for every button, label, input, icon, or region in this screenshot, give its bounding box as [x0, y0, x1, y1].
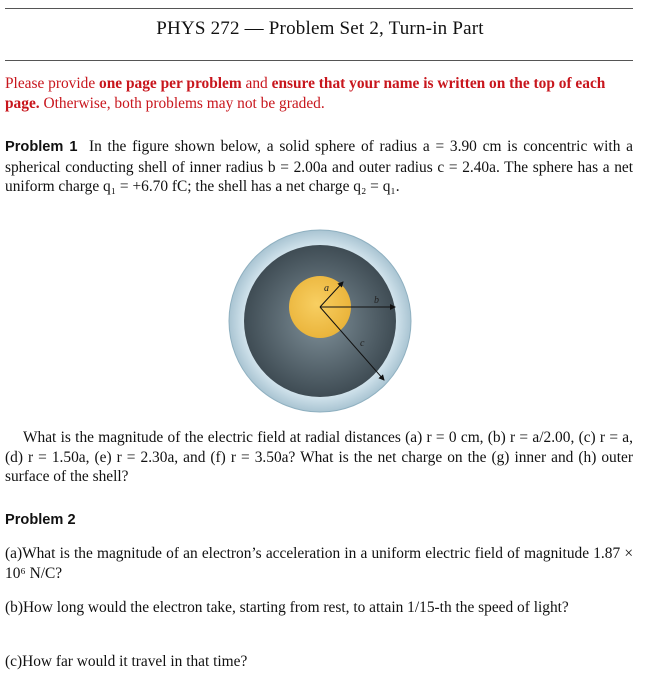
problem-1-intro: Problem 1 In the figure shown below, a solid sphere of radius a = 3.90 cm is concentric with a spherical conducting shell of inner radius b = 2.00a and outer radius c = 2.40a. The sphere has a net uniform charge q₁ = +6.70 fC; the shell has a net charge q₂ = q₁. — [5, 138, 633, 195]
problem-2-part-b: (b)How long would the electron take, starting from rest, to attain 1/15-th the speed of light? — [5, 599, 569, 616]
label-c: c — [360, 338, 365, 349]
problem-2-part-a: (a)What is the magnitude of an electron’s acceleration in a uniform electric field of magnitude 1.87 × 10⁶ N/C? — [5, 545, 633, 582]
problem-1-question: What is the magnitude of the electric field at radial distances (a) r = 0 cm, (b) r = a/2.00, (c) r = a, (d) r = 1.50a, (e) r = 2.30a, and (f) r = 3.50a? What is the net charge on the (g) inner and (h) outer surface of the shell? — [5, 429, 633, 485]
title-rule — [5, 60, 633, 61]
notice-emphasis-1: one page per problem — [99, 75, 242, 92]
problem-2-heading: Problem 2 — [5, 512, 76, 528]
notice-emphasis-2: ensure that your name is written on the top of each page. — [5, 75, 606, 112]
label-b: b — [374, 295, 379, 306]
page-title: PHYS 272 — Problem Set 2, Turn-in Part — [156, 18, 484, 39]
sphere-shell-figure — [227, 228, 413, 414]
problem-2-part-c: (c)How far would it travel in that time? — [5, 653, 248, 670]
submission-notice: Please provide one page per problem and ensure that your name is written on the top of each page. Otherwise, both problems may not be graded. — [5, 75, 606, 112]
top-rule — [5, 8, 633, 9]
problem-1-heading: Problem 1 — [5, 139, 78, 155]
label-a: a — [324, 283, 329, 294]
